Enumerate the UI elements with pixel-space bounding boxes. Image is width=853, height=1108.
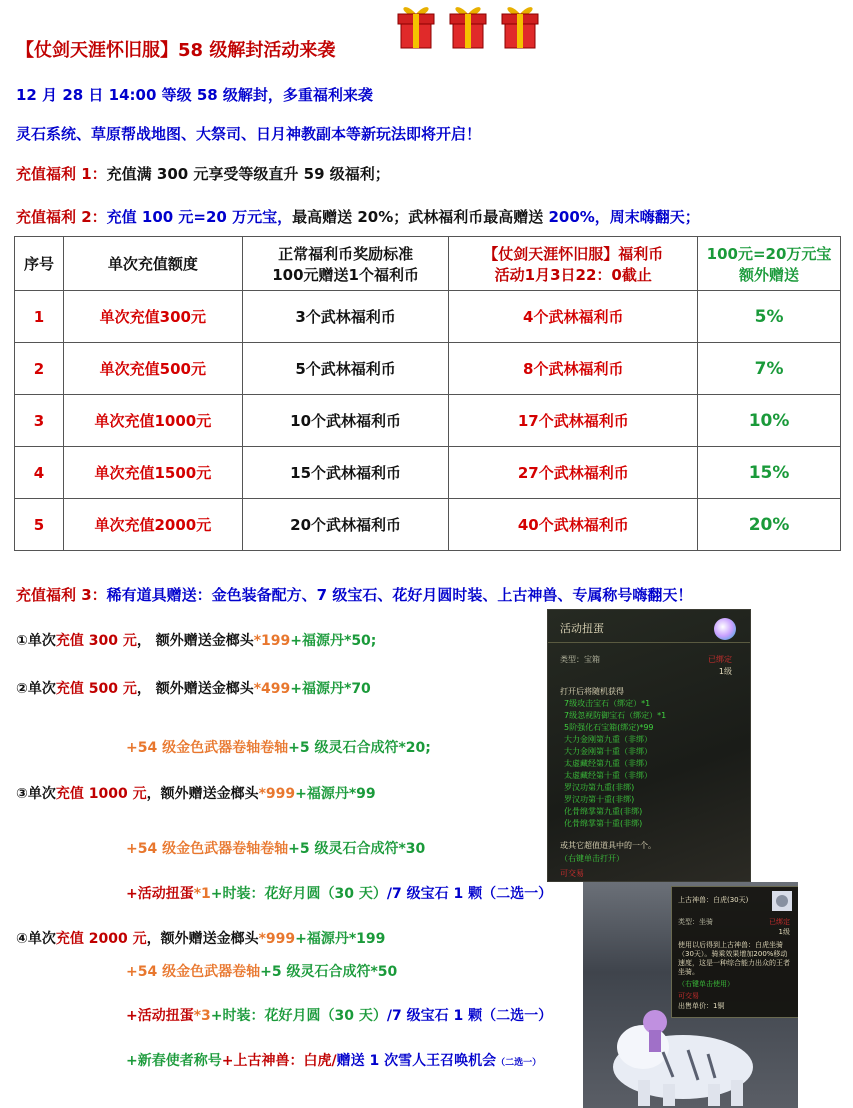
tooltip-trade: 可交易 bbox=[560, 869, 584, 878]
tooltip-hint: （右键单击打开） bbox=[560, 854, 624, 863]
egg-orb-icon bbox=[714, 618, 736, 640]
tier-hammer-count: *199 bbox=[253, 633, 291, 649]
tier-choice-note: （二选一） bbox=[496, 1058, 542, 1068]
row-event-coins: 40个武林福利币 bbox=[449, 499, 698, 551]
tier-300 bbox=[16, 630, 376, 650]
row-event-coins: 17个武林福利币 bbox=[449, 395, 698, 447]
row-normal-coins: 15个武林福利币 bbox=[242, 447, 449, 499]
tier-1000-extra bbox=[126, 838, 425, 858]
tier-beast: +上古神兽：白虎/ bbox=[221, 1053, 337, 1069]
row-normal-coins: 20个武林福利币 bbox=[242, 499, 449, 551]
tier-2000 bbox=[16, 928, 385, 948]
list-item: 7级忽视防御宝石（绑定）*1 bbox=[564, 711, 667, 720]
tier-prefix: ④单次 bbox=[16, 931, 56, 947]
tier-prefix: ③单次 bbox=[16, 786, 56, 802]
tier-1000 bbox=[16, 783, 376, 803]
mount-type: 类型：坐骑 bbox=[678, 918, 713, 926]
tier-pill: +福源丹*50; bbox=[290, 633, 377, 649]
tier-egg: +活动扭蛋 bbox=[126, 886, 194, 902]
list-item: 7级攻击宝石（绑定）*1 bbox=[564, 699, 651, 708]
tooltip-title: 活动扭蛋 bbox=[560, 622, 604, 635]
table-header-row bbox=[15, 237, 841, 291]
row-event-coins: 8个武林福利币 bbox=[449, 343, 698, 395]
tier-500 bbox=[16, 678, 371, 698]
mount-desc: 使用以后得到上古神兽：白虎坐骑（30天）。骑乘效果增加200%移动速度，这是一种综合能力出众的王者坐骑。 bbox=[678, 941, 790, 976]
row-index: 3 bbox=[15, 395, 64, 447]
benefit-3 bbox=[16, 584, 692, 605]
tier-1000-choice bbox=[126, 883, 552, 903]
row-normal-coins: 5个武林福利币 bbox=[242, 343, 449, 395]
mount-trade: 可交易 bbox=[678, 992, 699, 1000]
row-amount: 单次充值500元 bbox=[63, 343, 242, 395]
row-normal-coins: 3个武林福利币 bbox=[242, 291, 449, 343]
mount-title: 上古神兽：白虎(30天) bbox=[678, 896, 749, 904]
tooltip-item-list bbox=[564, 698, 666, 830]
row-amount: 单次充值300元 bbox=[63, 291, 242, 343]
list-item: 太虚藏经第十重（非绑） bbox=[564, 771, 652, 780]
list-item: 罗汉功第十重(非绑) bbox=[564, 795, 635, 804]
header-index: 序号 bbox=[15, 237, 64, 291]
tier-costume: +时装：花好月圆（30 天） bbox=[210, 886, 387, 902]
tier-500-extra bbox=[126, 737, 431, 757]
tier-costume: +时装：花好月圆（30 天） bbox=[210, 1008, 387, 1024]
tier-charm: +5 级灵石合成符*30 bbox=[288, 841, 426, 857]
row-bonus: 15% bbox=[698, 447, 841, 499]
tier-amount: 充值 500 元 bbox=[55, 681, 137, 697]
header-bonus: 100元=20万元宝 额外赠送 bbox=[698, 237, 841, 291]
white-tiger-image bbox=[603, 992, 763, 1108]
row-bonus: 10% bbox=[698, 395, 841, 447]
welfare-coin-table bbox=[14, 236, 841, 551]
tier-gift: ，额外赠送金榔头 bbox=[146, 931, 259, 947]
benefit-2-text-a: 充值 100 元=20 万元宝， bbox=[106, 208, 293, 226]
tier-gift: ，额外赠送金榔头 bbox=[146, 786, 259, 802]
table-row bbox=[15, 395, 841, 447]
benefit-1 bbox=[16, 163, 390, 184]
tier-amount: 充值 2000 元 bbox=[55, 931, 147, 947]
list-item: 化骨绵掌第九重(非绑) bbox=[564, 807, 643, 816]
new-features-line: 灵石系统、草原帮战地图、大祭司、日月神教副本等新玩法即将开启！ bbox=[16, 125, 482, 143]
list-item: 大力金刚第十重（非绑） bbox=[564, 747, 652, 756]
gift-decoration bbox=[392, 2, 544, 50]
tier-hammer-count: *999 bbox=[258, 786, 296, 802]
header-event-coins: 【仗剑天涯怀旧服】福利币 活动1月3日22：0截止 bbox=[449, 237, 698, 291]
tier-prefix: ①单次 bbox=[16, 633, 56, 649]
list-item: 罗汉功第九重(非绑) bbox=[564, 783, 635, 792]
white-tiger-mount-screenshot bbox=[583, 882, 798, 1108]
table-row bbox=[15, 343, 841, 395]
benefit-2-text-c: 200%，周末嗨翻天； bbox=[548, 208, 700, 226]
table-row bbox=[15, 291, 841, 343]
benefit-2-text-b: 最高赠送 20%；武林福利币最高赠送 bbox=[292, 208, 549, 226]
row-bonus: 20% bbox=[698, 499, 841, 551]
benefit-2 bbox=[16, 206, 700, 227]
row-normal-coins: 10个武林福利币 bbox=[242, 395, 449, 447]
list-item: 化骨绵掌第十重(非绑) bbox=[564, 819, 643, 828]
tier-title: +新春使者称号 bbox=[126, 1053, 222, 1069]
tooltip-bound: 已绑定 bbox=[708, 655, 732, 664]
tier-gift: ， 额外赠送金榔头 bbox=[136, 633, 254, 649]
row-index: 5 bbox=[15, 499, 64, 551]
benefit-1-text: 充值满 300 元享受等级直升 59 级福利； bbox=[106, 165, 390, 183]
benefit-3-label: 充值福利 3： bbox=[16, 586, 107, 604]
unlock-date-line: 12 月 28 日 14:00 等级 58 级解封，多重福利来袭 bbox=[16, 86, 373, 104]
tier-hammer-count: *499 bbox=[253, 681, 291, 697]
tooltip-type: 类型：宝箱 bbox=[560, 655, 600, 664]
tooltip-header bbox=[548, 610, 750, 643]
benefit-1-label: 充值福利 1： bbox=[16, 165, 107, 183]
row-bonus: 7% bbox=[698, 343, 841, 395]
tier-scroll: +54 级金色武器卷轴卷轴 bbox=[126, 740, 289, 756]
tier-prefix: ②单次 bbox=[16, 681, 56, 697]
tier-hammer-count: *999 bbox=[258, 931, 296, 947]
row-event-coins: 4个武林福利币 bbox=[449, 291, 698, 343]
mount-sell-price: 出售单价：1铜 bbox=[678, 1002, 725, 1010]
row-event-coins: 27个武林福利币 bbox=[449, 447, 698, 499]
tiger-head-icon bbox=[772, 891, 792, 911]
table-row bbox=[15, 447, 841, 499]
header-normal-coins: 正常福利币奖励标准 100元赠送1个福利币 bbox=[242, 237, 449, 291]
tier-egg: +活动扭蛋 bbox=[126, 1008, 194, 1024]
mount-hint: （右键单击使用） bbox=[678, 980, 734, 988]
list-item: 5阶强化石宝箱(绑定)*99 bbox=[564, 723, 654, 732]
gift-box-icon bbox=[496, 2, 544, 50]
lucky-egg-tooltip-screenshot bbox=[547, 609, 751, 882]
header-amount: 单次充值额度 bbox=[63, 237, 242, 291]
tier-egg-count: *1 bbox=[193, 886, 211, 902]
row-index: 1 bbox=[15, 291, 64, 343]
row-index: 4 bbox=[15, 447, 64, 499]
tier-gem: /7 级宝石 1 颗（二选一） bbox=[386, 1008, 553, 1024]
row-amount: 单次充值1500元 bbox=[63, 447, 242, 499]
tier-scroll: +54 级金色武器卷轴 bbox=[126, 964, 261, 980]
tier-pill: +福源丹*199 bbox=[295, 931, 386, 947]
row-bonus: 5% bbox=[698, 291, 841, 343]
gift-box-icon bbox=[444, 2, 492, 50]
row-amount: 单次充值1000元 bbox=[63, 395, 242, 447]
tier-2000-mount bbox=[126, 1050, 541, 1070]
tier-egg-count: *3 bbox=[193, 1008, 211, 1024]
tier-charm: +5 级灵石合成符*50 bbox=[260, 964, 398, 980]
tooltip-extra: 或其它超值道具中的一个。 bbox=[560, 841, 656, 850]
gift-box-icon bbox=[392, 2, 440, 50]
page-title: 【仗剑天涯怀旧服】58 级解封活动来袭 bbox=[16, 40, 336, 61]
tier-pill: +福源丹*70 bbox=[290, 681, 371, 697]
tooltip-level: 1级 bbox=[718, 667, 732, 676]
tier-snowman: 赠送 1 次雪人王召唤机会 bbox=[336, 1053, 497, 1069]
tier-gem: /7 级宝石 1 颗（二选一） bbox=[386, 886, 553, 902]
list-item: 大力金刚第九重（非绑） bbox=[564, 735, 652, 744]
tier-2000-extra bbox=[126, 961, 397, 981]
mount-bound: 已绑定 bbox=[769, 918, 790, 926]
row-index: 2 bbox=[15, 343, 64, 395]
tier-scroll: +54 级金色武器卷轴卷轴 bbox=[126, 841, 289, 857]
tooltip-open: 打开后将随机获得 bbox=[560, 687, 624, 696]
tier-pill: +福源丹*99 bbox=[295, 786, 376, 802]
tier-amount: 充值 300 元 bbox=[55, 633, 137, 649]
tier-2000-choice bbox=[126, 1005, 552, 1025]
tier-gift: ， 额外赠送金榔头 bbox=[136, 681, 254, 697]
mount-level: 1级 bbox=[778, 928, 790, 936]
tier-amount: 充值 1000 元 bbox=[55, 786, 147, 802]
tier-charm: +5 级灵石合成符*20; bbox=[288, 740, 431, 756]
benefit-3-text: 稀有道具赠送：金色装备配方、7 级宝石、花好月圆时装、上古神兽、专属称号嗨翻天！ bbox=[106, 586, 693, 604]
list-item: 太虚藏经第九重（非绑） bbox=[564, 759, 652, 768]
row-amount: 单次充值2000元 bbox=[63, 499, 242, 551]
benefit-2-label: 充值福利 2： bbox=[16, 208, 107, 226]
table-row bbox=[15, 499, 841, 551]
